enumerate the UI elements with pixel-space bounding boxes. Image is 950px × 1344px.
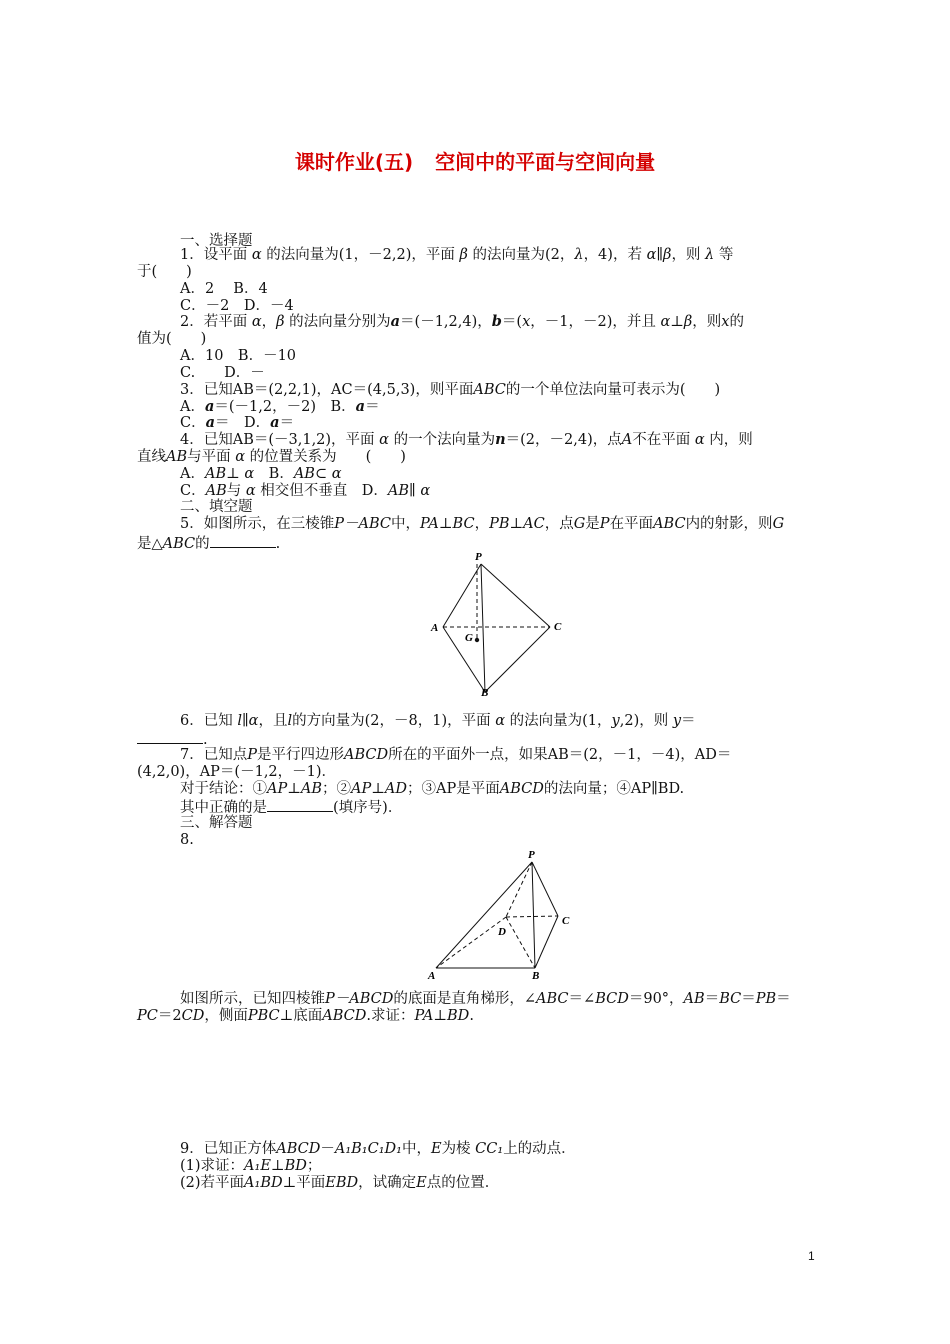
fig2-label-c: C [562,915,570,927]
fig1-label-a: A [431,622,439,634]
page-number: 1 [808,1249,815,1263]
page-title: 课时作业(五) 空间中的平面与空间向量 [294,150,656,174]
fig2-label-p: P [528,849,535,861]
fig2-label-a: A [428,970,436,982]
pyramid-figure [420,846,580,984]
tetrahedron-figure [425,548,575,698]
fig1-label-b: B [481,687,489,698]
fig1-label-p: P [475,551,482,563]
fig2-label-d: D [498,926,506,938]
fig1-label-c: C [554,621,562,633]
fig1-label-g: G [465,632,473,644]
fig2-label-b: B [532,970,540,982]
